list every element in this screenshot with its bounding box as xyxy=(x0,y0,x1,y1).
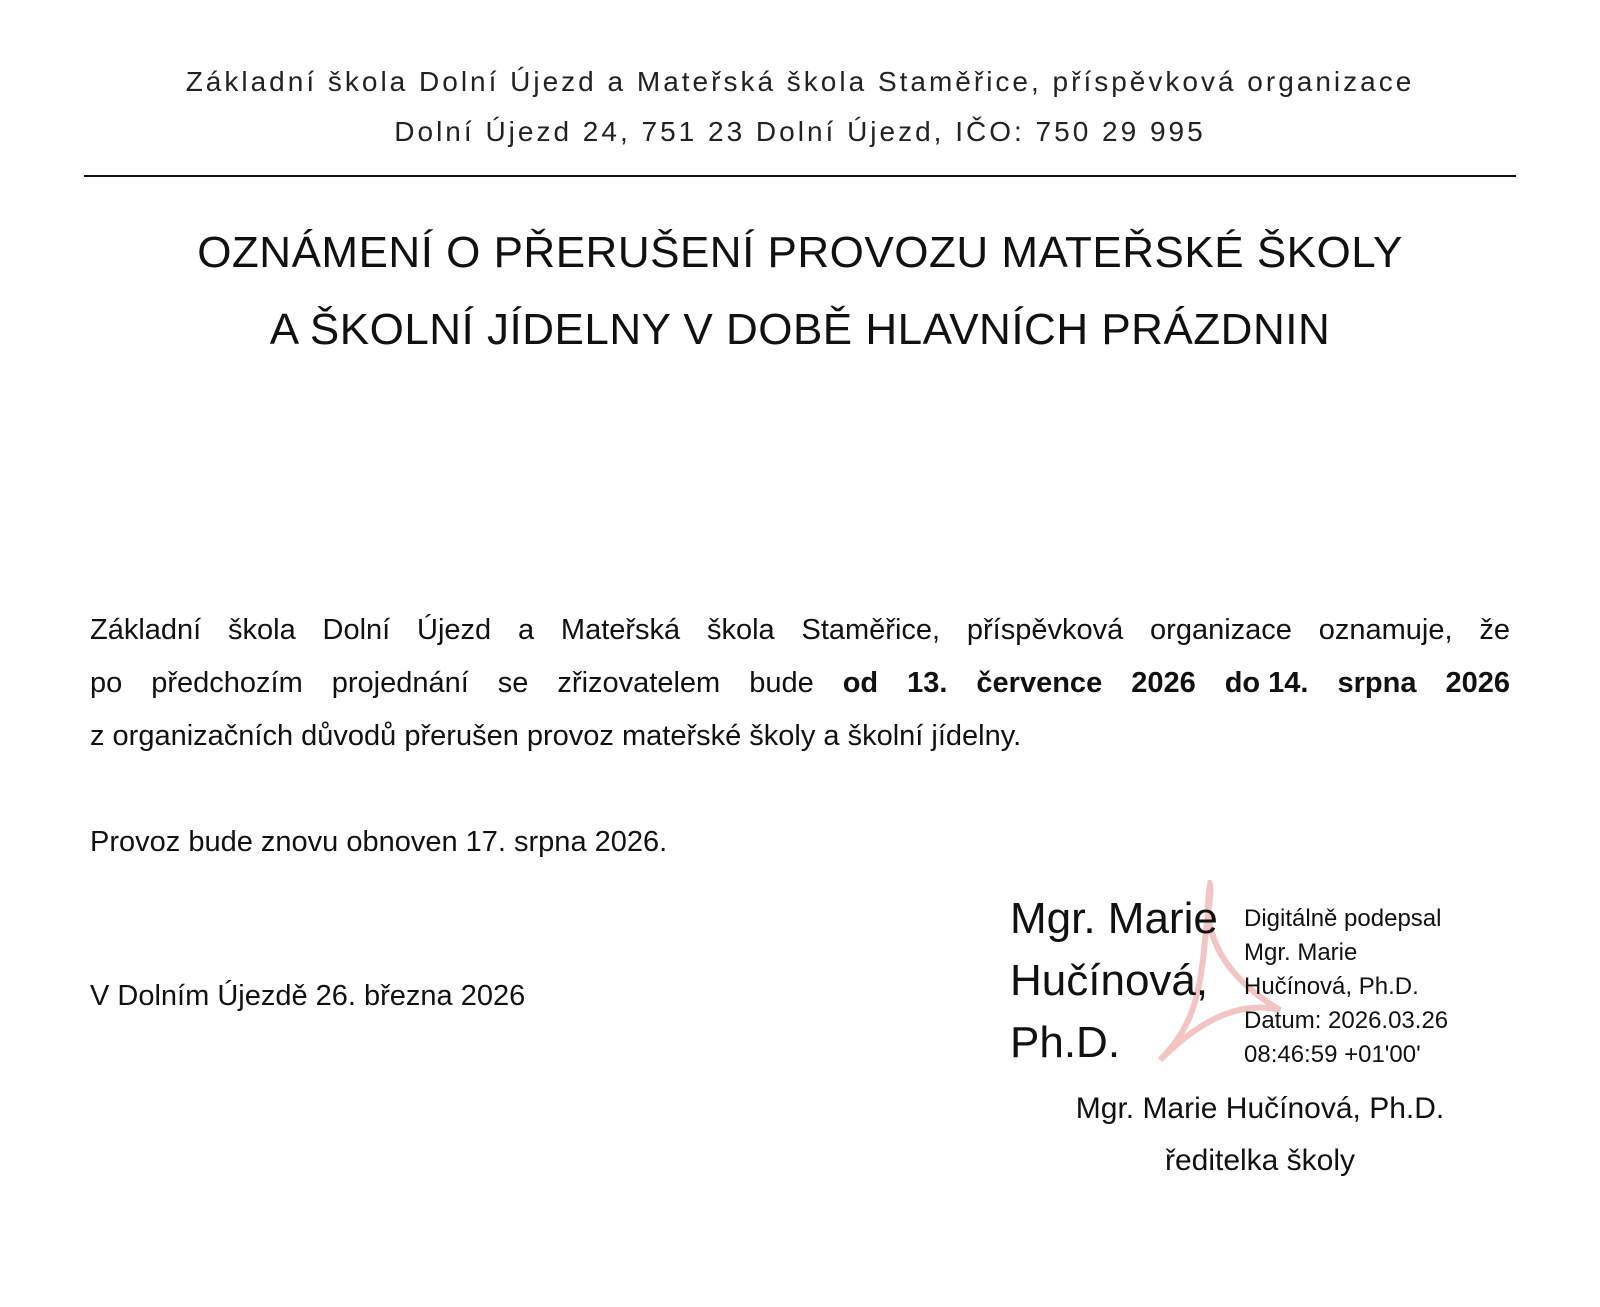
closure-period-word: července xyxy=(976,667,1103,699)
digital-signature-signer-line2: Hučínová, Ph.D. xyxy=(1244,973,1419,1000)
body-paragraph-line2 xyxy=(90,667,1510,700)
resume-notice: Provoz bude znovu obnoven 17. srpna 2026. xyxy=(90,826,668,858)
letterhead-organization: Základní škola Dolní Újezd a Mateřská škola Staměřice, příspěvková organizace xyxy=(185,66,1415,97)
closure-period-word: od xyxy=(842,667,879,699)
closure-period-word: do 14. xyxy=(1224,667,1309,699)
body-word: projednání xyxy=(331,667,469,699)
signatory-role: ředitelka školy xyxy=(1164,1144,1356,1177)
body-word: Mateřská xyxy=(560,614,681,646)
body-word: oznamuje, xyxy=(1318,614,1453,646)
document-title-line2: A ŠKOLNÍ JÍDELNY V DOBĚ HLAVNÍCH PRÁZDNIN xyxy=(269,305,1331,354)
body-word: příspěvková xyxy=(966,614,1124,646)
body-word: škola xyxy=(706,614,775,646)
body-word: předchozím xyxy=(151,667,303,699)
body-word: Staměřice, xyxy=(801,614,941,646)
signature-name-large-line1: Mgr. Marie xyxy=(1010,894,1218,943)
closure-period-word: 2026 xyxy=(1445,667,1510,699)
closure-period-word: 13. xyxy=(907,667,948,699)
digital-signature-signer-line1: Mgr. Marie xyxy=(1244,939,1358,966)
digital-signature-label: Digitálně podepsal xyxy=(1244,905,1442,932)
body-word: Újezd xyxy=(417,614,492,646)
body-paragraph-line3: z organizačních důvodů přerušen provoz mateřské školy a školní jídelny. xyxy=(90,720,1022,752)
body-word: Dolní xyxy=(322,614,391,646)
signature-name-large-line2: Hučínová, xyxy=(1010,956,1209,1005)
body-word: Základní xyxy=(90,614,202,646)
closure-period-word: 2026 xyxy=(1131,667,1196,699)
signatory-name: Mgr. Marie Hučínová, Ph.D. xyxy=(1075,1092,1445,1125)
body-word: organizace xyxy=(1150,614,1292,646)
letterhead-address: Dolní Újezd 24, 751 23 Dolní Újezd, IČO: 750 29 995 xyxy=(394,116,1206,147)
body-word: škola xyxy=(228,614,296,646)
body-word: bude xyxy=(749,667,814,699)
body-word: že xyxy=(1479,614,1510,646)
body-word: zřizovatelem xyxy=(557,667,721,699)
body-word: se xyxy=(497,667,529,699)
digital-signature-date: Datum: 2026.03.26 xyxy=(1244,1007,1449,1034)
place-and-date: V Dolním Újezdě 26. března 2026 xyxy=(90,980,526,1012)
header-divider xyxy=(84,175,1516,177)
digital-signature-time: 08:46:59 +01'00' xyxy=(1244,1041,1421,1068)
body-word: a xyxy=(517,614,535,646)
document-title-line1: OZNÁMENÍ O PŘERUŠENÍ PROVOZU MATEŘSKÉ ŠKOLY xyxy=(197,228,1403,277)
body-paragraph-line1 xyxy=(90,614,1510,647)
body-word: po xyxy=(90,667,123,699)
closure-period-word: srpna xyxy=(1337,667,1417,699)
signature-name-large-line3: Ph.D. xyxy=(1010,1018,1121,1067)
